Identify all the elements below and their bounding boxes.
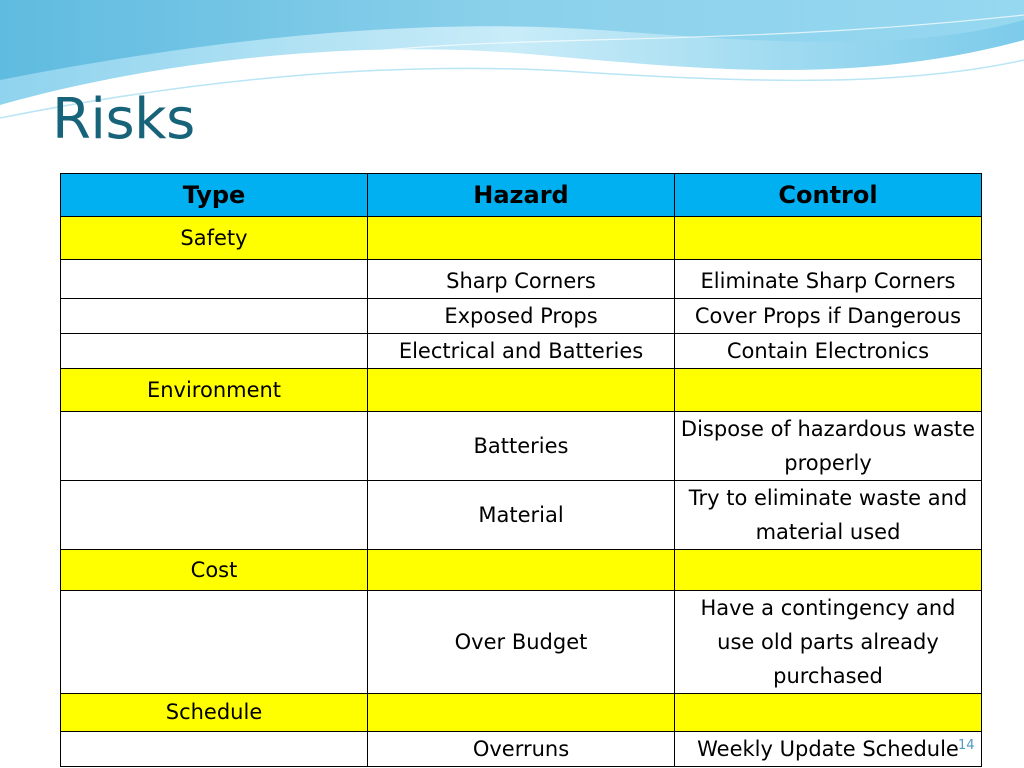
hazard-cell: Batteries (368, 412, 675, 481)
column-header-control: Control (675, 174, 982, 217)
hazard-cell: Material (368, 481, 675, 550)
hazard-cell (368, 694, 675, 732)
control-cell (675, 550, 982, 591)
type-cell (61, 260, 368, 299)
hazard-cell (368, 217, 675, 260)
category-row-schedule (61, 694, 982, 732)
hazard-cell: Exposed Props (368, 299, 675, 334)
control-cell: Contain Electronics (675, 334, 982, 369)
hazard-cell: Over Budget (368, 591, 675, 694)
column-header-hazard: Hazard (368, 174, 675, 217)
control-cell: Cover Props if Dangerous (675, 299, 982, 334)
control-cell: Try to eliminate waste and material used (675, 481, 982, 550)
type-cell (61, 732, 368, 767)
slide-title: Risks (52, 87, 195, 152)
type-cell: Cost (61, 550, 368, 591)
table-row (61, 260, 982, 299)
control-cell: Eliminate Sharp Corners (675, 260, 982, 299)
hazard-cell (368, 369, 675, 412)
table-header-row (61, 174, 982, 217)
type-cell: Schedule (61, 694, 368, 732)
control-cell (675, 369, 982, 412)
type-cell (61, 299, 368, 334)
hazard-cell: Overruns (368, 732, 675, 767)
type-cell (61, 481, 368, 550)
table-row (61, 412, 982, 481)
type-cell (61, 334, 368, 369)
type-cell (61, 591, 368, 694)
page-number: 14 (958, 738, 975, 753)
type-cell: Safety (61, 217, 368, 260)
control-cell (675, 217, 982, 260)
table-row (61, 299, 982, 334)
table-row (61, 732, 982, 767)
hazard-cell: Sharp Corners (368, 260, 675, 299)
control-cell: Dispose of hazardous waste properly (675, 412, 982, 481)
type-cell: Environment (61, 369, 368, 412)
category-row-cost (61, 550, 982, 591)
table-row (61, 334, 982, 369)
risk-table (60, 173, 982, 767)
hazard-cell (368, 550, 675, 591)
type-cell (61, 412, 368, 481)
control-cell: Have a contingency and use old parts already purchased (675, 591, 982, 694)
hazard-cell: Electrical and Batteries (368, 334, 675, 369)
table-row (61, 591, 982, 694)
table-row (61, 481, 982, 550)
control-cell: Weekly Update Schedule (675, 732, 982, 767)
category-row-environment (61, 369, 982, 412)
category-row-safety (61, 217, 982, 260)
column-header-type: Type (61, 174, 368, 217)
control-cell (675, 694, 982, 732)
